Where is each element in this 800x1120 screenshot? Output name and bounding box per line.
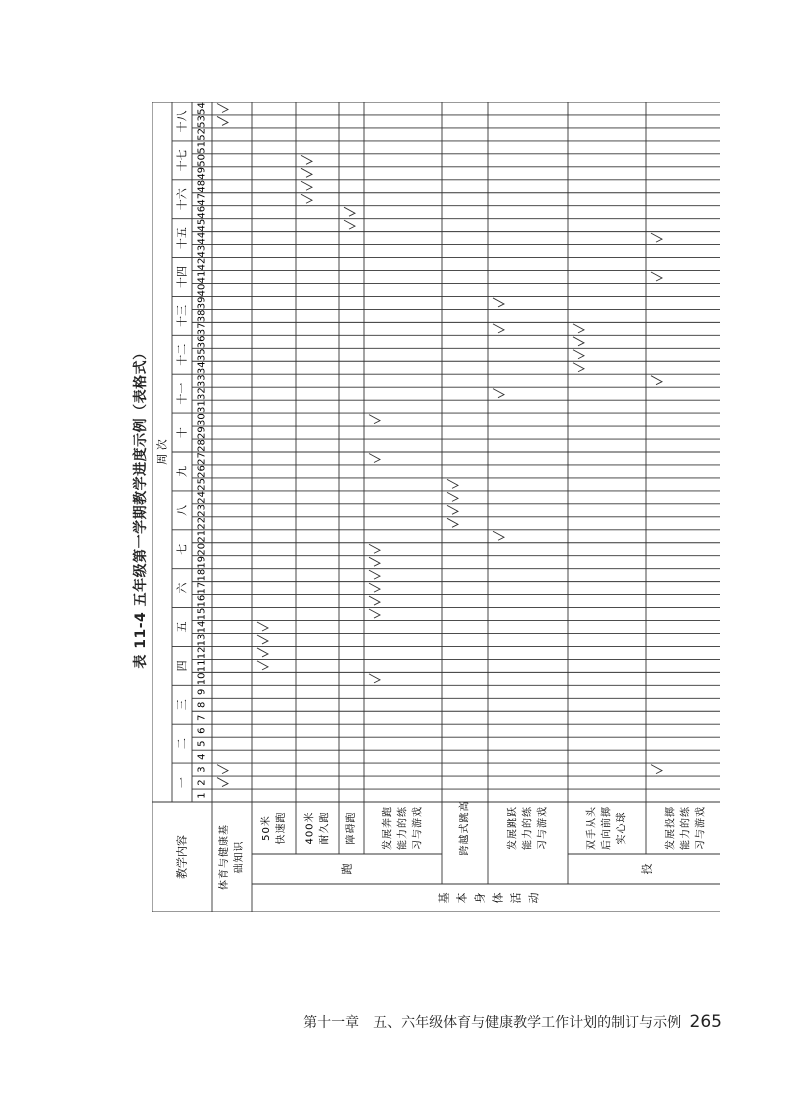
row-label: 发展投掷 — [665, 806, 677, 850]
week-label: 一 — [175, 777, 189, 789]
check-mark — [369, 544, 380, 553]
check-mark — [651, 272, 662, 281]
check-mark — [369, 596, 380, 605]
week-label: 十三 — [175, 304, 189, 327]
check-mark — [257, 648, 268, 657]
check-mark — [369, 609, 380, 618]
check-mark — [493, 324, 504, 333]
check-mark — [369, 415, 380, 424]
check-mark — [493, 298, 504, 307]
row-label: 50米 — [261, 815, 272, 841]
lesson-number: 24 — [196, 491, 208, 504]
check-mark — [369, 557, 380, 566]
corner-label: 教学内容 — [175, 835, 189, 879]
lesson-number: 12 — [196, 646, 208, 660]
group-label-main: 活 — [509, 892, 523, 904]
page-number: 265 — [689, 1012, 722, 1032]
check-mark — [217, 116, 228, 125]
week-label: 四 — [175, 660, 189, 672]
row-label: 能力的练 — [680, 806, 692, 850]
week-label: 五 — [175, 621, 189, 633]
lesson-number: 13 — [196, 633, 208, 647]
check-mark — [369, 674, 380, 683]
rotated-table-block — [130, 102, 720, 912]
row-label: 习与游戏 — [537, 806, 549, 850]
week-label: 十七 — [175, 149, 189, 172]
week-label: 八 — [175, 504, 189, 516]
check-mark — [369, 583, 380, 592]
lesson-number: 2 — [196, 779, 208, 786]
check-mark — [651, 765, 662, 774]
week-label: 二 — [175, 738, 189, 750]
check-mark — [573, 350, 584, 359]
group-label-main: 本 — [455, 892, 469, 904]
week-label: 十四 — [175, 266, 189, 288]
lesson-number: 46 — [196, 205, 208, 219]
row-label: 发展跳跃 — [507, 806, 519, 850]
group-label-run: 跑 — [340, 863, 354, 875]
chapter-title: 第十一章 五、六年级体育与健康教学工作计划的制订与示例 — [303, 1015, 682, 1031]
row-label: 习与游戏 — [412, 806, 424, 850]
lesson-number: 51 — [196, 141, 208, 154]
table-caption: 表 11-4 五年级第一学期教学进度示例（表格式） — [133, 345, 149, 669]
check-mark — [217, 765, 228, 774]
lesson-number: 7 — [196, 714, 208, 721]
lesson-number: 18 — [196, 568, 208, 582]
check-mark — [344, 220, 355, 229]
check-mark — [301, 194, 312, 203]
lesson-number: 25 — [196, 478, 208, 491]
lesson-number: 26 — [196, 465, 208, 478]
lesson-number: 54 — [196, 102, 208, 115]
check-mark — [493, 531, 504, 540]
lesson-number: 29 — [196, 426, 208, 439]
lesson-number: 37 — [196, 322, 208, 336]
lesson-number: 44 — [196, 231, 208, 245]
lesson-number: 33 — [196, 374, 208, 388]
check-mark — [651, 376, 662, 385]
week-label: 十二 — [175, 343, 189, 366]
lesson-number: 27 — [196, 452, 208, 465]
week-label: 十六 — [175, 188, 189, 211]
week-label: 十 — [175, 427, 189, 439]
check-mark — [301, 155, 312, 164]
row-label: 体育与健康基 — [219, 824, 230, 890]
check-mark — [257, 635, 268, 644]
check-mark — [301, 168, 312, 177]
row-label: 发展奔跑 — [382, 806, 394, 850]
group-label-throw: 投 — [640, 863, 654, 875]
check-mark — [573, 363, 584, 372]
check-mark — [344, 207, 355, 216]
lesson-number: 47 — [196, 192, 208, 206]
lesson-number: 52 — [196, 128, 208, 141]
row-label: 能力的练 — [522, 806, 534, 850]
week-label: 六 — [175, 582, 189, 594]
week-label: 十五 — [175, 227, 189, 250]
row-label: 双手从头 — [586, 806, 598, 850]
week-label: 七 — [175, 543, 189, 555]
row-label: 后向前掷 — [601, 806, 613, 850]
lesson-number: 9 — [196, 688, 208, 696]
row-label: 能力的练 — [397, 806, 409, 850]
lesson-number: 20 — [196, 542, 208, 556]
lesson-number: 6 — [196, 727, 208, 734]
lesson-number: 17 — [196, 581, 208, 595]
lesson-number: 31 — [196, 400, 208, 413]
lesson-number: 40 — [196, 283, 208, 297]
lesson-number: 41 — [196, 270, 208, 284]
check-mark — [301, 181, 312, 190]
lesson-number: 39 — [196, 296, 208, 310]
check-mark — [369, 570, 380, 579]
row-label: 400米 — [304, 811, 316, 845]
row-label: 障碍跑 — [346, 811, 357, 845]
check-mark — [447, 492, 458, 501]
row-label: 础知识 — [234, 840, 245, 874]
lesson-number: 23 — [196, 503, 208, 517]
group-label-main: 体 — [491, 892, 505, 904]
lesson-number: 42 — [196, 257, 208, 271]
check-mark — [369, 453, 380, 462]
week-label: 三 — [175, 699, 189, 711]
lesson-number: 45 — [196, 218, 208, 232]
week-header: 周 次 — [155, 439, 169, 465]
lesson-number: 48 — [196, 179, 208, 193]
lesson-number: 21 — [196, 529, 208, 543]
lesson-number: 32 — [196, 387, 208, 401]
check-mark — [447, 479, 458, 488]
lesson-number: 50 — [196, 153, 208, 167]
lesson-number: 53 — [196, 115, 208, 128]
lesson-number: 38 — [196, 309, 208, 323]
lesson-number: 30 — [196, 413, 208, 426]
lesson-number: 43 — [196, 244, 208, 258]
check-mark — [573, 324, 584, 333]
lesson-number: 36 — [196, 335, 208, 349]
group-label-main: 动 — [527, 892, 541, 904]
week-label: 九 — [175, 465, 189, 477]
check-mark — [573, 337, 584, 346]
lesson-number: 3 — [196, 766, 208, 773]
check-mark — [447, 505, 458, 514]
lesson-number: 10 — [196, 672, 208, 686]
lesson-number: 15 — [196, 607, 208, 621]
page-footer — [303, 1012, 722, 1032]
lesson-number: 14 — [196, 620, 208, 634]
lesson-number: 22 — [196, 516, 208, 530]
row-label: 实心球 — [616, 811, 628, 845]
lesson-number: 11 — [196, 659, 208, 673]
lesson-number: 35 — [196, 348, 208, 362]
check-mark — [257, 661, 268, 670]
week-label: 十八 — [175, 110, 189, 133]
lesson-number: 28 — [196, 439, 208, 452]
lesson-number: 5 — [196, 740, 208, 747]
week-label: 十一 — [175, 382, 189, 405]
lesson-number: 49 — [196, 166, 208, 180]
check-mark — [257, 622, 268, 631]
check-mark — [217, 778, 228, 787]
row-label: 习与游戏 — [695, 806, 707, 850]
check-mark — [447, 518, 458, 527]
group-label-main: 身 — [473, 892, 487, 904]
check-mark — [493, 389, 504, 398]
lesson-number: 34 — [196, 361, 208, 375]
lesson-number: 16 — [196, 594, 208, 608]
check-mark — [217, 103, 228, 112]
lesson-number: 8 — [196, 701, 208, 708]
row-label: 耐久跑 — [319, 811, 331, 845]
check-mark — [651, 233, 662, 242]
lesson-number: 19 — [196, 555, 208, 569]
group-label-main: 基 — [437, 892, 451, 904]
progress-table — [152, 102, 720, 912]
row-label: 跨越式跳高 — [459, 800, 471, 856]
lesson-number: 1 — [196, 792, 208, 799]
row-label: 快速跑 — [276, 811, 287, 845]
lesson-number: 4 — [196, 753, 208, 760]
